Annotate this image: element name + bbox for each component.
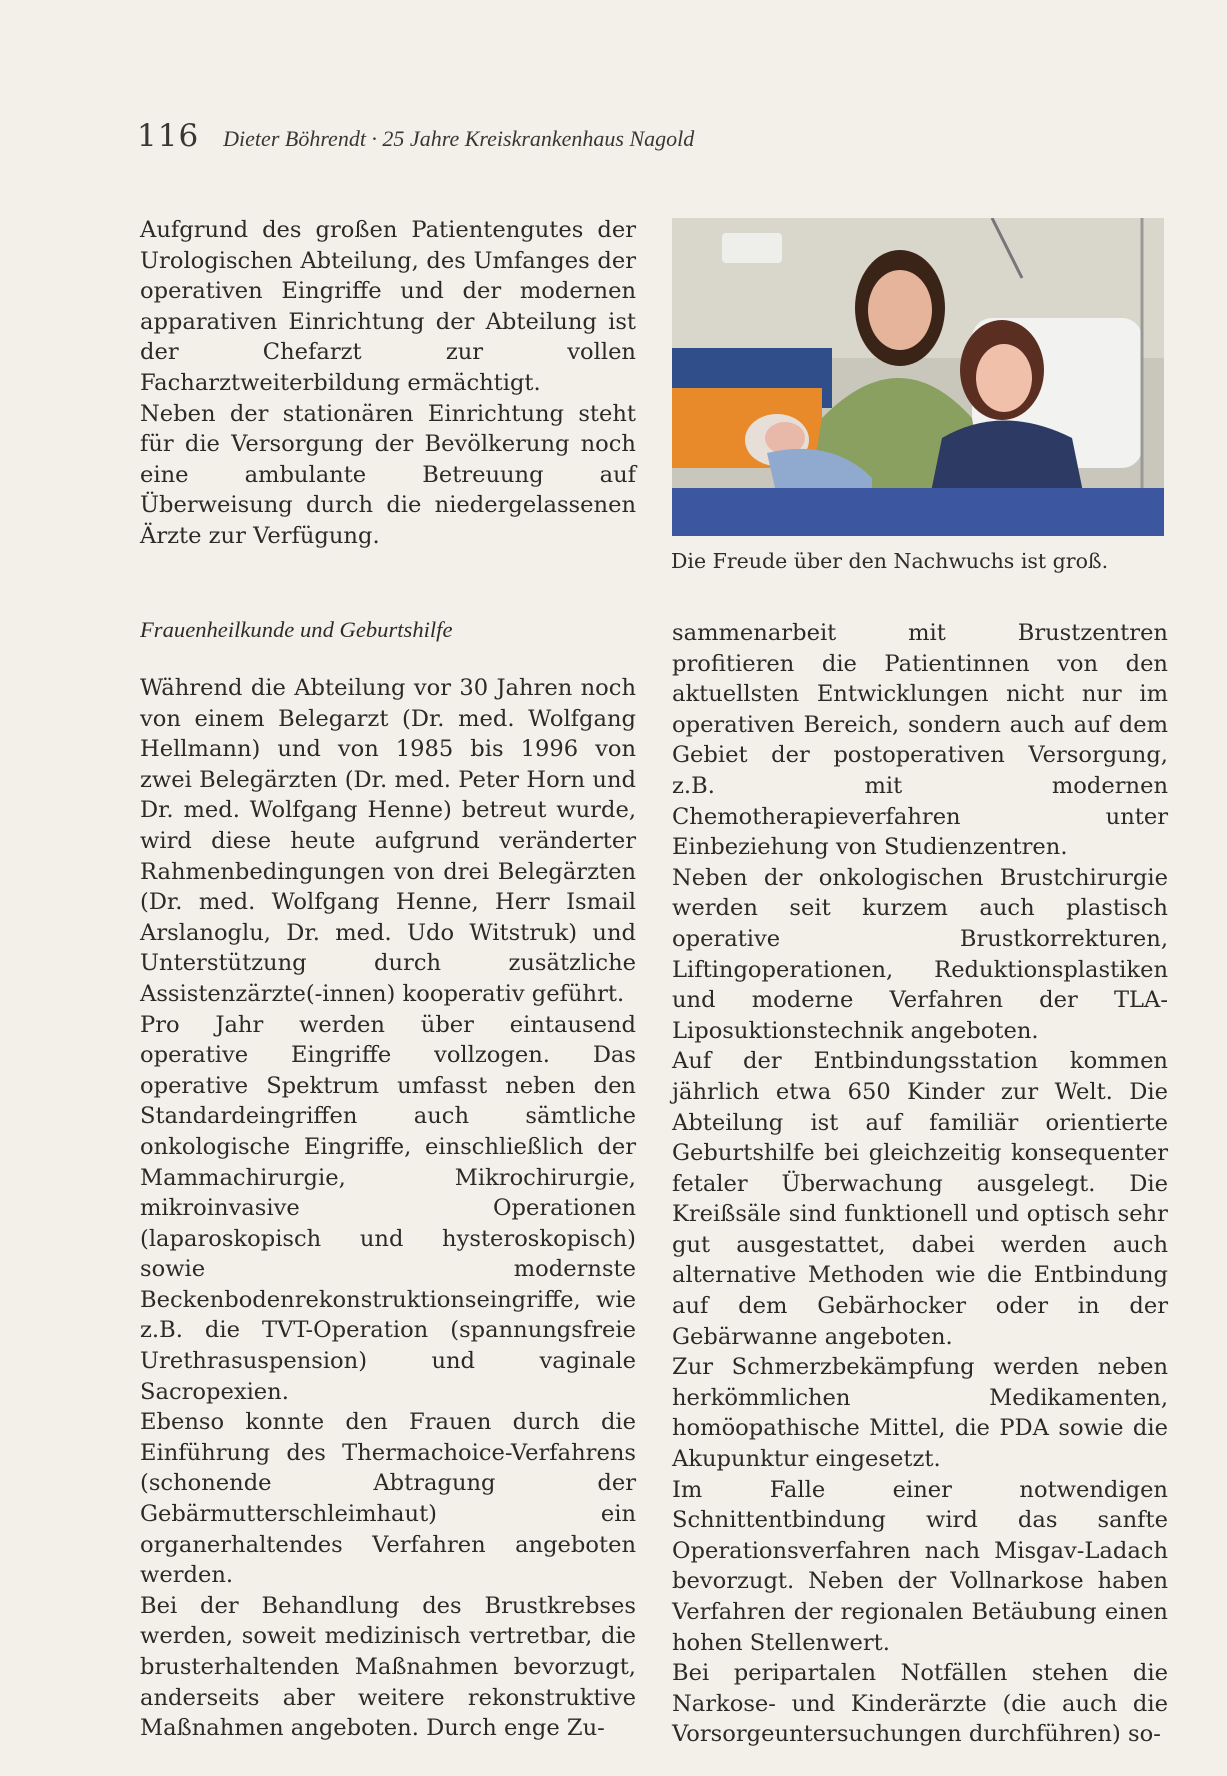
- page-header: [137, 118, 694, 158]
- figure-caption: Die Freude über den Nachwuchs ist groß.: [671, 549, 1109, 573]
- paragraph: Bei der Behandlung des Brustkrebses werden, soweit medizinisch vertretbar, die brusterhaltenden Maßnahmen bevorzugt, anderseits aber weitere rekonstruktive Maßnahmen angeboten. Durch enge Zu-: [140, 1592, 636, 1742]
- paragraph: Pro Jahr werden über eintausend operative Eingriffe vollzogen. Das operative Spektrum umfasst neben den Standardeingriffen auch sämtliche onkologische Eingriffe, einschließlich der Mammachirurgie, Mikrochirurgie, mikroinvasive Operationen (laparoskopisch und hysteroskopisch) sowie modernste Beckenbodenrekonstruktionseingriffe, wie z.B. die TVT-Operation (spannungsfreie Urethrasuspension) und vaginale Sacropexien.: [140, 1011, 636, 1405]
- paragraph: Zur Schmerzbekämpfung werden neben herkömmlichen Medikamenten, homöopathische Mittel, die PDA sowie die Akupunktur eingesetzt.: [672, 1354, 1168, 1473]
- paragraph: Neben der stationären Einrichtung steht für die Versorgung der Bevölkerung noch eine ambulante Betreuung auf Überweisung durch die niedergelassenen Ärzte zur Verfügung.: [140, 400, 636, 549]
- photo-mother-baby-girl-icon: [672, 218, 1164, 536]
- section-heading: Frauenheilkunde und Geburtshilfe: [140, 617, 453, 642]
- right-column: [672, 618, 1168, 1750]
- photo-illustration: [672, 218, 1164, 536]
- paragraph: Neben der onkologischen Brustchirurgie werden seit kurzem auch plastisch operative Brustkorrekturen, Liftingoperationen, Reduktionsplastiken und moderne Verfahren der TLA- Liposuktionstechnik angeboten.: [672, 864, 1168, 1044]
- intro-column: [140, 215, 636, 552]
- paragraph: Während die Abteilung vor 30 Jahren noch von einem Belegarzt (Dr. med. Wolfgang Hellmann) und von 1985 bis 1996 von zwei Belegärzten (Dr. med. Peter Horn und Dr. med. Wolfgang Henne) betreut wurde, wird diese heute aufgrund veränderter Rahmenbedingungen von drei Belegärzten (Dr. med. Wolfgang Henne, Herr Ismail Arslanoglu, Dr. med. Udo Witstruk) und Unterstützung durch zusätzliche Assistenzärzte(-innen) kooperativ geführt.: [140, 675, 636, 1007]
- paragraph: Aufgrund des großen Patientengutes der Urologischen Abteilung, des Umfanges der operativen Eingriffe und der modernen apparativen Einrichtung der Abteilung ist der Chefarzt zur vollen Facharztweiterbildung ermächtigt.: [140, 217, 636, 396]
- paragraph: Auf der Entbindungsstation kommen jährlich etwa 650 Kinder zur Welt. Die Abteilung ist auf familiär orientierte Geburtshilfe bei gleichzeitig konsequenter fetaler Überwachung ausgelegt. Die Kreißsäle sind funktionell und optisch sehr gut ausgestattet, dabei werden auch alternative Methoden wie die Entbindung auf dem Gebärhocker oder in der Gebärwanne angeboten.: [672, 1048, 1168, 1350]
- page-number: 116: [137, 118, 200, 154]
- paragraph: sammenarbeit mit Brustzentren profitieren die Patientinnen von den aktuellsten Entwicklungen nicht nur im operativen Bereich, sondern auch auf dem Gebiet der postoperativen Versorgung, z.B. mit modernen Chemotherapieverfahren unter Einbeziehung von Studienzentren.: [672, 620, 1168, 861]
- left-column: [140, 673, 636, 1744]
- paragraph: Im Falle einer notwendigen Schnittentbindung wird das sanfte Operationsverfahren nach Misgav-Ladach bevorzugt. Neben der Vollnarkose haben Verfahren der regionalen Betäubung einen hohen Stellenwert.: [672, 1476, 1168, 1656]
- paragraph: Bei peripartalen Notfällen stehen die Narkose- und Kinderärzte (die auch die Vorsorgeuntersuchungen durchführen) so-: [672, 1660, 1168, 1748]
- paragraph: Ebenso konnte den Frauen durch die Einführung des Thermachoice-Verfahrens (schonende Abtragung der Gebärmutterschleimhaut) ein organerhaltendes Verfahren angeboten werden.: [140, 1409, 636, 1589]
- running-title: Dieter Böhrendt · 25 Jahre Kreiskrankenhaus Nagold: [223, 126, 695, 151]
